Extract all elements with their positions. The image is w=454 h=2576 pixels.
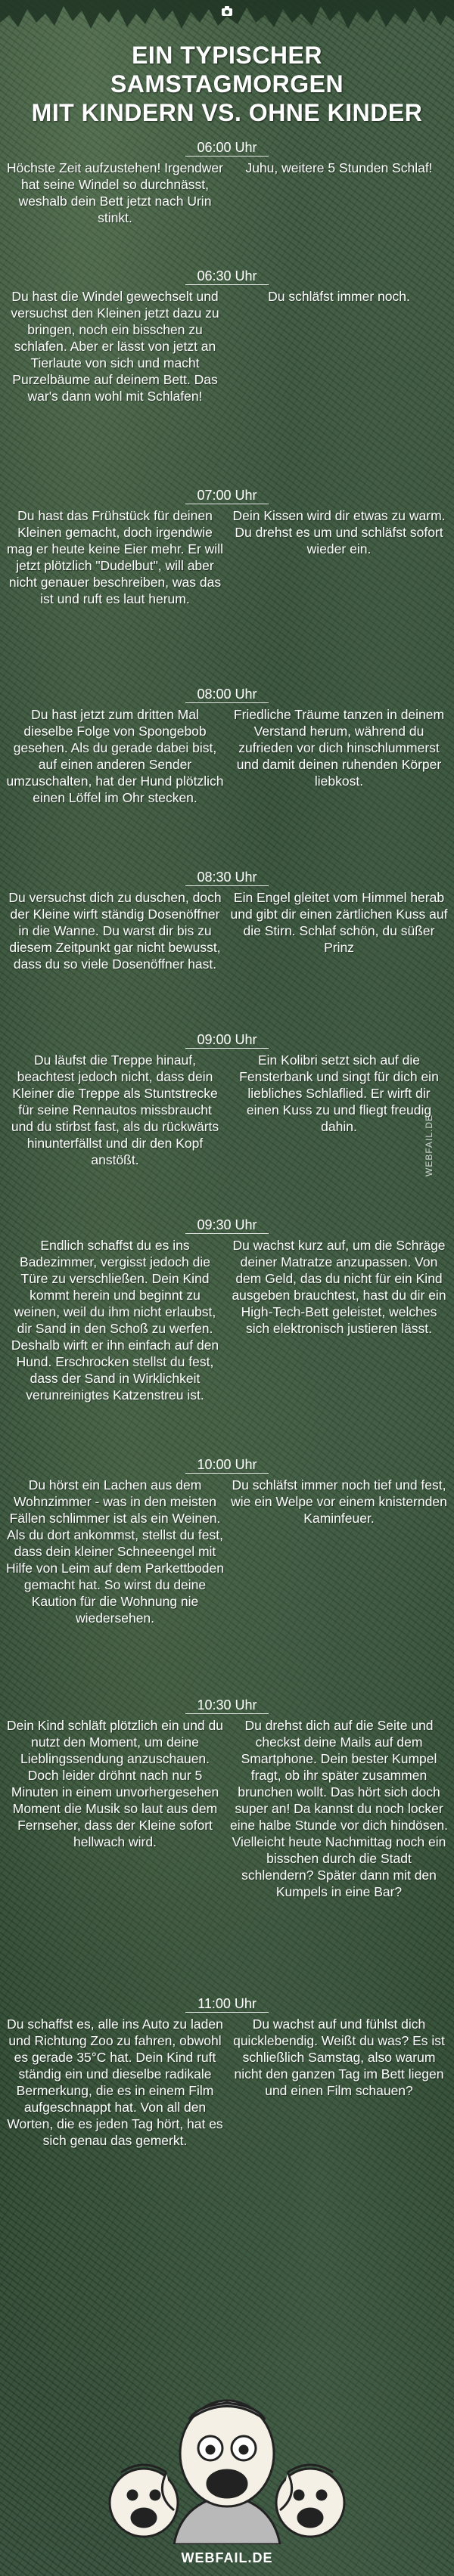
time-divider [185, 1233, 269, 1234]
with-kids-text: Du versuchst dich zu duschen, doch der Kleine wirft ständig Dosenöffner in die Wanne. Du warst dir bis zu diesem Zeitpunkt gar nicht bewusst, dass du so viele Dosenöffner hast. [8, 890, 222, 972]
without-kids-text: Ein Kolibri setzt sich auf die Fensterbank und singt für dich ein liebliches Schlaflied. Er wirft dir einen Kuss zu und fliegt freudig dahin. [239, 1052, 439, 1134]
time-label: 09:30 Uhr [197, 1217, 257, 1232]
without-kids-text: Du wachst kurz auf, um die Schräge deiner Matratze anzupassen. Von dem Geld, das du nicht für ein Kind ausgeben brauchtest, hast du dir ein High-Tech-Bett geleistet, welches sich elektronisch justieren lässt. [232, 1238, 446, 1336]
header [0, 0, 454, 129]
time-divider [185, 1048, 269, 1049]
footer-brand: WEBFAIL.DE [181, 2550, 273, 2565]
without-kids-text: Ein Engel gleitet vom Himmel herab und gibt dir einen zärtlichen Kuss auf die Stirn. Schlaf schön, du süßer Prinz [230, 890, 448, 955]
time-label: 08:00 Uhr [197, 687, 257, 702]
without-kids-text: Du drehst dich auf die Seite und checkst deine Mails auf dem Smartphone. Dein bester Kumpel fragt, ob ihr später zusammen brunchen wollt. Das hört sich doch super an! Da kannst du noch locker eine halbe Stunde vor dich hindösen. Vielleicht heute Nachmittag noch ein bisschen durch die Stadt schlendern? Später dann mit den Kumpels in eine Bar? [230, 1718, 448, 1899]
with-kids-text: Du hast die Windel gewechselt und versuchst den Kleinen jetzt dazu zu bringen, noch ein bisschen zu schlafen. Aber er lässt von jetzt an Tierlaute von sich und macht Purzelbäume auf deinem Bett. Das war's dann wohl mit Schlafen! [11, 289, 219, 404]
parent-figure [162, 2401, 291, 2544]
page-title [15, 41, 439, 127]
time-divider [185, 702, 269, 703]
with-kids-text: Du hast das Frühstück für deinen Kleinen gemacht, doch irgendwie mag er heute keine Eier mehr. Er will jetzt plötzlich "Dudelbut", will aber nicht genauer beschreiben, was das ist und ruft es laut herum. [7, 508, 223, 606]
webfail-camera-icon [220, 5, 234, 18]
with-kids-text: Du hörst ein Lachen aus dem Wohnzimmer - was in den meisten Fällen schlimmer ist als ein Weinen. Als du dort ankommst, stellst du fest, dass dein kleiner Schneeengel mit Hilfe von Leim auf dem Parkettboden gemacht hat. So wirst du deine Kaution für die Wohnung nie wiedersehen. [6, 1477, 224, 1626]
without-kids-text: Du wachst auf und fühlst dich quicklebendig. Weißt du was? Es ist schließlich Samstag, also warum nicht den ganzen Tag im Bett liegen und einen Film schauen? [233, 2016, 445, 2098]
time-label: 08:30 Uhr [197, 870, 257, 885]
time-divider [185, 1473, 269, 1474]
with-kids-text: Dein Kind schläft plötzlich ein und du nutzt den Moment, um deine Lieblingssendung anzuschauen. Doch leider dröhnt nach nur 5 Minuten in einem unvorhergesehen Moment die Musik so laut aus dem Fernseher, dass der Kleine sofort hellwach wird. [6, 1718, 223, 1849]
time-label: 07:00 Uhr [197, 488, 257, 503]
with-kids-text: Endlich schaffst du es ins Badezimmer, vergisst jedoch die Türe zu verschließen. Dein Kind kommt herein und beginnt zu weinen, weil du ihm nicht erlaubst, dir Sand in den Schoß zu werfen. Deshalb wirft er ihn einfach auf den Hund. Erschrocken stellst du fest, dass der Sand in Wirklichkeit verunreinigtes Katzenstreu ist. [11, 1238, 219, 1403]
time-divider [185, 1713, 269, 1714]
title-line-1: EIN TYPISCHER SAMSTAGMORGEN [110, 42, 344, 98]
time-label: 09:00 Uhr [197, 1032, 257, 1047]
time-divider [185, 284, 269, 285]
time-divider [185, 885, 269, 886]
time-label: 06:30 Uhr [197, 268, 257, 284]
time-label: 10:00 Uhr [197, 1457, 257, 1472]
with-kids-text: Höchste Zeit aufzustehen! Irgendwer hat seine Windel so durchnässt, weshalb dein Bett jetzt nach Urin stinkt. [7, 160, 223, 225]
time-divider [185, 156, 269, 157]
without-kids-text: Du schläfst immer noch. [268, 289, 410, 304]
without-kids-text: Dein Kissen wird dir etwas zu warm. Du drehst es um und schläfst sofort wieder ein. [232, 508, 446, 556]
side-watermark: WEBFAIL.DE [424, 1114, 434, 1177]
without-kids-text: Juhu, weitere 5 Stunden Schlaf! [245, 160, 433, 175]
with-kids-text: Du schaffst es, alle ins Auto zu laden und Richtung Zoo zu fahren, obwohl es gerade 35°C hat. Dein Kind ruft ständig ein und dieselbe radikale Bermerkung, die es in einem Film aufgeschnappt hat. Von all den Worten, die es jeden Tag hört, hat es sich genau das gemerkt. [7, 2016, 223, 2148]
with-kids-text: Du hast jetzt zum dritten Mal dieselbe Folge von Spongebob gesehen. Als du gerade dabei bist, auf einen anderen Sender umzuschalten, hat der Hund plötzlich einen Löffel im Ohr stecken. [6, 707, 224, 805]
title-line-2: MIT KINDERN VS. OHNE KINDER [31, 99, 423, 126]
with-kids-text: Du läufst die Treppe hinauf, beachtest jedoch nicht, dass dein Kleiner die Treppe als Stuntstrecke für seine Rennautos missbraucht und du stirbst fast, als du rückwärts hinunterfällst und dir den Kopf anstößt. [11, 1052, 219, 1167]
time-label: 10:30 Uhr [197, 1697, 257, 1713]
without-kids-text: Du schläfst immer noch tief und fest, wie ein Welpe vor einem knisternden Kaminfeuer. [231, 1477, 447, 1526]
stressed-parent-illustration [91, 2389, 363, 2544]
time-divider [185, 2012, 269, 2013]
time-label: 06:00 Uhr [197, 140, 257, 155]
time-label: 11:00 Uhr [197, 1996, 257, 2011]
without-kids-text: Friedliche Träume tanzen in deinem Verstand herum, während du zufrieden vor dich hinschlummerst und damit deinen ruhenden Körper liebkost. [233, 707, 445, 789]
